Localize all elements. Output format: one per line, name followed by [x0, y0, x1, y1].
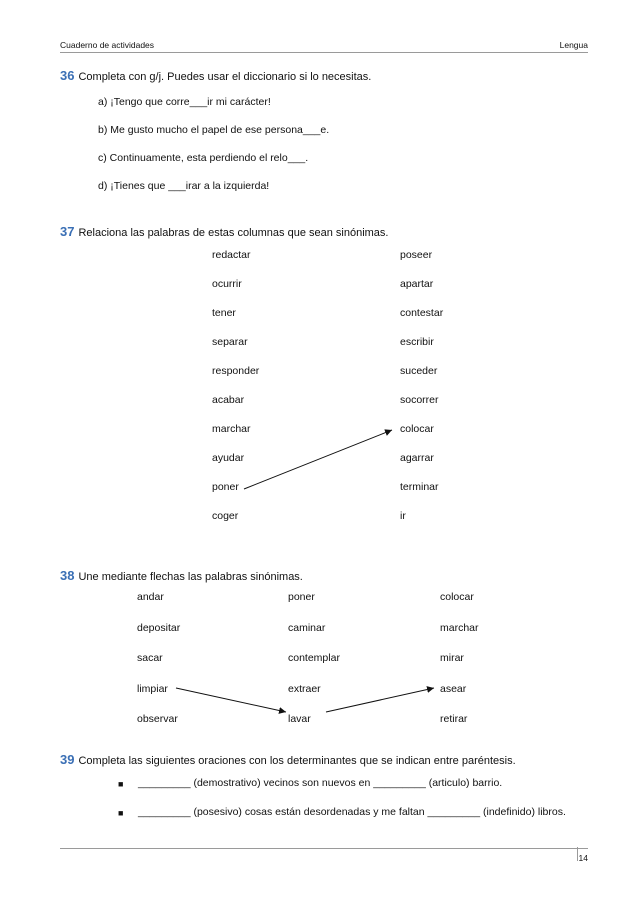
word-item: coger [212, 510, 239, 522]
header-subject: Lengua [559, 40, 588, 50]
word-item: ocurrir [212, 278, 242, 290]
question-number: 39 [60, 752, 75, 767]
word-item: colocar [400, 423, 434, 435]
word-item: colocar [440, 591, 474, 603]
word-item: poseer [400, 249, 433, 261]
footer-rule [60, 848, 588, 849]
question-text: Une mediante flechas las palabras sinónimas. [78, 571, 303, 583]
word-item: mirar [440, 652, 464, 664]
word-item: responder [212, 365, 260, 377]
question-number: 38 [60, 568, 75, 583]
arrow-poner-colocar [244, 430, 392, 489]
word-item: poner [288, 591, 315, 603]
word-item: poner [212, 481, 239, 493]
word-item: escribir [400, 336, 434, 348]
word-item: apartar [400, 278, 434, 290]
word-item: asear [440, 682, 467, 695]
word-item: andar [137, 591, 164, 603]
header-title: Cuaderno de actividades [60, 40, 155, 50]
exercise-line: d) ¡Tienes que ___irar a la izquierda! [98, 180, 270, 192]
exercise-line: a) ¡Tengo que corre___ir mi carácter! [98, 96, 271, 108]
question-text: Relaciona las palabras de estas columnas que sean sinónimas. [78, 227, 389, 239]
word-item: socorrer [400, 394, 439, 406]
word-item: contemplar [288, 652, 340, 664]
word-item: acabar [212, 394, 245, 406]
sentence-line: _________ (posesivo) cosas están desordenadas y me faltan _________ (indefinido) libros. [138, 806, 566, 818]
question-39 [60, 752, 516, 767]
word-item: tener [212, 307, 236, 319]
exercise-line: c) Continuamente, esta perdiendo el relo___. [98, 152, 309, 164]
question-text: Completa con g/j. Puedes usar el diccionario si lo necesitas. [78, 71, 372, 83]
word-item: ayudar [212, 452, 245, 464]
question-text: Completa las siguientes oraciones con los determinantes que se indican entre paréntesis. [78, 755, 516, 767]
word-item: caminar [288, 621, 326, 634]
word-item: separar [212, 336, 248, 348]
word-item: terminar [400, 481, 439, 493]
word-item: limpiar [137, 682, 168, 695]
question-number: 37 [60, 224, 75, 239]
word-item: ir [400, 510, 406, 522]
arrow-lavar-asear [326, 688, 434, 712]
word-item: extraer [288, 682, 321, 695]
word-item: observar [137, 713, 178, 725]
word-item: suceder [400, 365, 438, 377]
arrow-limpiar-lavar [176, 688, 286, 712]
word-item: retirar [440, 713, 468, 725]
word-item: marchar [212, 423, 251, 435]
word-item: marchar [440, 621, 479, 634]
bullet-icon: ■ [118, 808, 124, 818]
exercise-line: b) Me gusto mucho el papel de ese persona___e. [98, 124, 330, 136]
word-item: contestar [400, 307, 444, 319]
word-item: depositar [137, 621, 181, 634]
word-item: lavar [288, 713, 311, 725]
word-item: agarrar [400, 452, 434, 464]
page-number: 14 [578, 853, 588, 863]
sentence-line: _________ (demostrativo) vecinos son nuevos en _________ (articulo) barrio. [138, 777, 503, 789]
word-item: redactar [212, 249, 251, 261]
word-item: sacar [137, 652, 163, 664]
bullet-icon: ■ [118, 779, 124, 789]
question-number: 36 [60, 68, 75, 83]
